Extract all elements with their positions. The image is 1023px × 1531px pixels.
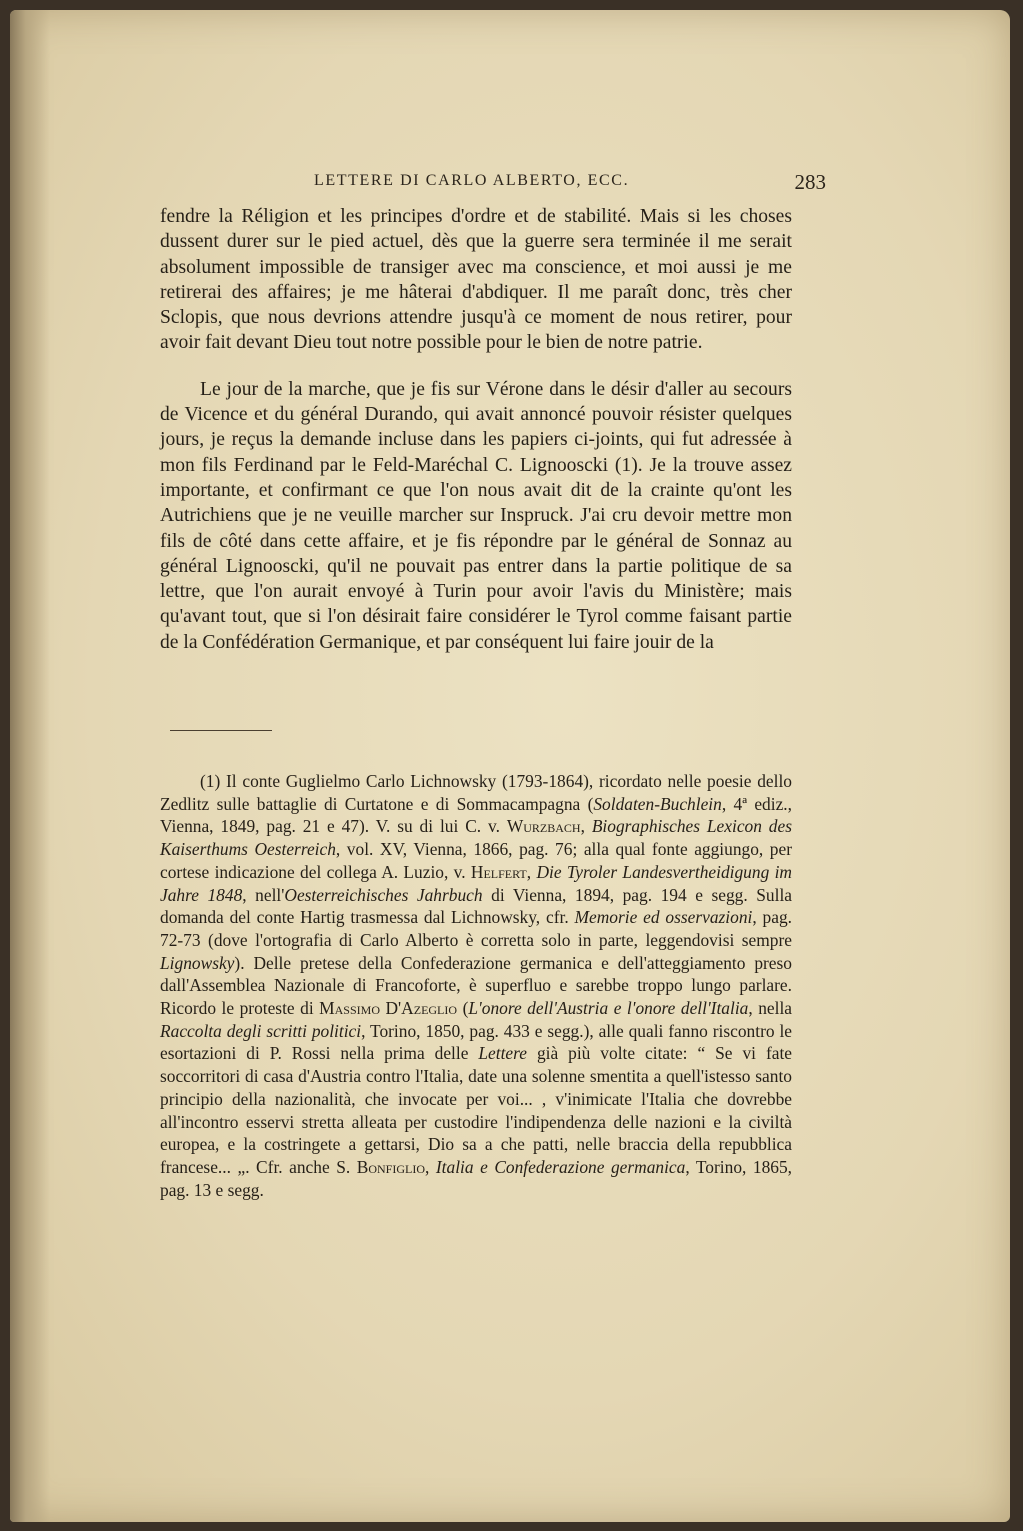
page-number: 283 xyxy=(794,170,826,194)
footnote-1 xyxy=(160,770,792,1201)
footnote xyxy=(160,770,792,1201)
footnote-text: ). Delle pretese della Confederazione germanica e dell'atteggiamento preso dall'Assemblea Nazionale di Francoforte, è superfluo e sarebbe troppo lungo parlare. Ricordo le proteste di xyxy=(160,952,792,1019)
paragraph-2: Le jour de la marche, que je fis sur Vérone dans le désir d'aller au secours de Vicence et du général Durando, qui avait annoncé pouvoir résister quelques jours, je reçus la demande incluse dans les papiers ci-joints, qui fut adressée à mon fils Ferdinand par le Feld-Maréchal C. Lignooscki (1). Je la trouve assez importante, et confirmant ce que l'on nous avait dit de la crainte qu'ont les Autrichiens que je ne veuille marcher sur Inspruck. J'ai cru devoir mettre mon fils de côté dans cette affaire, et je fis répondre par le général de Sonnaz au général Lignooscki, qu'il ne pouvait pas entrer dans la partie politique de sa lettre, que l'on aurait envoyé à Turin pour avoir l'avis du Ministère; mais qu'avant tout, que si l'on désirait faire considérer le Tyrol comme faisant partie de la Confédération Germanique, et par conséquent lui faire jouir de la xyxy=(160,378,792,653)
footnote-text: , Torino, 1865, pag. 13 e segg. xyxy=(160,1156,793,1200)
footnote-text: , pag. 72-73 (dove l'ortografia di Carlo Alberto è corretta solo in parte, leggendovisi sempre xyxy=(160,907,793,950)
footnote-text: già più volte citate: “ Se vi fate soccorritori di casa d'Austria contro l'Italia, date una solenne smentita a quell'istesso santo principio della nazionalità, che invocate per voi... , v'inimicate l'Italia che dovrebbe all'incontro esservi stretta alleata per custodire l'indipendenza delle nazioni e la civiltà europea, e la costringete a gettarsi, Dio sa a che patti, nelle braccia della repubblica francese... „. Cfr. anche S. xyxy=(160,1043,793,1177)
footnote-italic: Raccolta degli scritti politici xyxy=(160,1020,362,1041)
footnote-italic: Italia e Confederazione germanica xyxy=(435,1156,686,1177)
footnote-separator xyxy=(170,730,272,731)
book-page xyxy=(10,10,1010,1522)
footnote-text: , vol. XV, Vienna, 1866, pag. 76; alla qual fonte aggiungo, per cortese indicazione del collega A. Luzio, v. xyxy=(160,839,792,882)
footnote-italic: Memorie ed osservazioni xyxy=(574,907,753,928)
footnote-author: Wurzbach xyxy=(506,816,581,837)
footnote-author: Helfert xyxy=(470,861,527,882)
page-gutter-shadow xyxy=(10,10,50,1522)
footnote-italic: Soldaten-Buchlein xyxy=(593,793,722,814)
footnote-author: Bonfiglio xyxy=(356,1156,426,1177)
footnote-italic: Lettere xyxy=(478,1043,527,1064)
footnote-text: , nell' xyxy=(242,884,285,905)
footnote-italic: Lignowsky xyxy=(160,952,235,973)
footnote-italic: L'onore dell'Austria e l'onore dell'Italia xyxy=(468,998,749,1019)
footnote-text: , xyxy=(425,1156,436,1177)
footnote-italic: Oesterreichisches Jahrbuch xyxy=(284,884,483,905)
footnote-text: , 4ª ediz., Vienna, 1849, pag. 21 e 47). V. su di lui C. v. xyxy=(160,793,792,837)
main-text xyxy=(160,204,792,655)
footnote-italic: Biographisches Lexicon des Kaiserthums Oesterreich xyxy=(160,816,792,860)
paragraph-1: fendre la Réligion et les principes d'ordre et de stabilité. Mais si les choses dussent durer sur le pied actuel, dès que la guerre sera terminée il me serait absolument impossible de transiger avec ma conscience, et moi aussi je me retirerai des affaires; je me hâterai d'abdiquer. Il me paraît donc, très cher Sclopis, que nous devrions attendre jusqu'à ce moment de nous retirer, pour avoir fait devant Dieu tout notre possible pour le bien de notre patrie. xyxy=(160,206,792,354)
footnote-text: di Vienna, 1894, pag. 194 e segg. Sulla domanda del conte Hartig trasmessa dal Lichnowsky, cfr. xyxy=(160,884,793,928)
footnote-text: (1) Il conte Guglielmo Carlo Lichnowsky (1793-1864), ricordato nelle poesie dello Zedlitz sulle battaglie di Curtatone e di Sommacampagna ( xyxy=(160,771,792,814)
page-header xyxy=(314,172,826,196)
footnote-text: , xyxy=(580,816,592,837)
footnote-text: , Torino, 1850, pag. 433 e segg.), alle quali fanno riscontro le esortazioni di P. Rossi nella prima delle xyxy=(160,1020,792,1064)
footnote-text: , nella xyxy=(748,998,793,1019)
footnote-italic: Die Tyroler Landesvertheidigung im Jahre 1848 xyxy=(160,861,792,905)
running-title: LETTERE DI CARLO ALBERTO, ECC. xyxy=(314,172,630,189)
footnote-author: Massimo D'Azeglio xyxy=(319,998,458,1019)
footnote-text: , xyxy=(526,861,537,882)
footnote-text: ( xyxy=(457,998,469,1019)
